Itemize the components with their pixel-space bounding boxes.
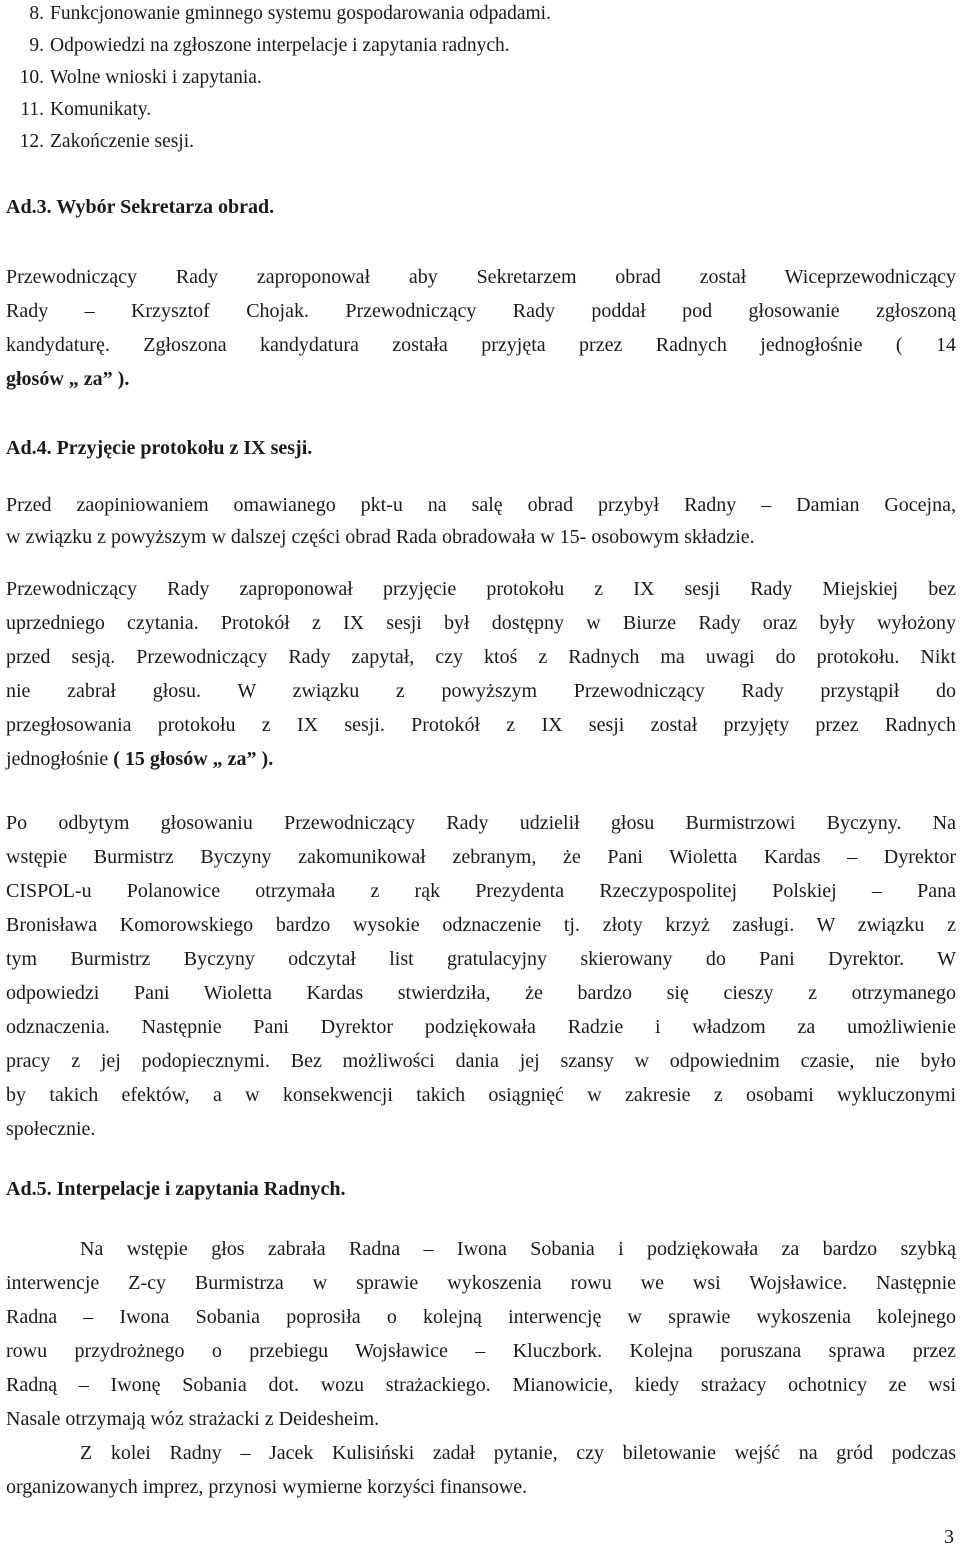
agenda-item: 11. Komunikaty. (20, 99, 152, 120)
paragraph-line: jednogłośnie ( 15 głosów „ za” ). (6, 748, 274, 770)
paragraph-line: przegłosowania protokołu z IX sesji. Protokół z IX sesji został przyjęty przez Radnych (6, 714, 956, 736)
section-heading: Ad.5. Interpelacje i zapytania Radnych. (6, 1178, 346, 1200)
paragraph-line: Przewodniczący Rady zaproponował przyjęcie protokołu z IX sesji Rady Miejskiej bez (6, 578, 956, 600)
paragraph-line: głosów „ za” ). (6, 368, 130, 390)
paragraph-line: Nasale otrzymają wóz strażacki z Deidesheim. (6, 1408, 380, 1430)
paragraph-line: Radną – Iwonę Sobania dot. wozu strażackiego. Mianowicie, kiedy strażacy ochotnicy ze wsi (6, 1374, 956, 1396)
paragraph-line: Radna – Iwona Sobania poprosiła o kolejną interwencję w sprawie wykoszenia kolejnego (6, 1306, 956, 1328)
paragraph-line: społecznie. (6, 1118, 96, 1140)
paragraph-line: rowu przydrożnego o przebiegu Wojsławice – Kluczbork. Kolejna poruszana sprawa przez (6, 1340, 956, 1362)
agenda-item: 10. Wolne wnioski i zapytania. (19, 67, 262, 88)
section-heading: Ad.4. Przyjęcie protokołu z IX sesji. (6, 437, 313, 459)
paragraph-line: kandydaturę. Zgłoszona kandydatura została przyjęta przez Radnych jednogłośnie ( 14 (6, 334, 956, 356)
agenda-item: 8. Funkcjonowanie gminnego systemu gospodarowania odpadami. (29, 3, 551, 24)
paragraph-line: Po odbytym głosowaniu Przewodniczący Rady udzielił głosu Burmistrzowi Byczyny. Na (6, 812, 956, 834)
paragraph-line: uprzedniego czytania. Protokół z IX sesji był dostępny w Biurze Rady oraz były wyłożony (6, 612, 956, 634)
page-number: 3 (944, 1526, 954, 1548)
paragraph-line: Z kolei Radny – Jacek Kulisiński zadał pytanie, czy biletowanie wejść na gród podczas (80, 1442, 956, 1464)
paragraph-line: w związku z powyższym w dalszej części obrad Rada obradowała w 15- osobowym składzie. (6, 526, 755, 548)
paragraph-line: odpowiedzi Pani Wioletta Kardas stwierdziła, że bardzo się cieszy z otrzymanego (6, 982, 956, 1004)
paragraph-line: CISPOL-u Polanowice otrzymała z rąk Prezydenta Rzeczypospolitej Polskiej – Pana (6, 880, 956, 902)
paragraph-line: Przewodniczący Rady zaproponował aby Sekretarzem obrad został Wiceprzewodniczący (6, 266, 956, 288)
paragraph-line: przed sesją. Przewodniczący Rady zapytał, czy ktoś z Radnych ma uwagi do protokołu. Nikt (6, 646, 956, 668)
paragraph-line: Przed zaopiniowaniem omawianego pkt-u na salę obrad przybył Radny – Damian Gocejna, (6, 494, 956, 516)
paragraph-line: Na wstępie głos zabrała Radna – Iwona Sobania i podziękowała za bardzo szybką (80, 1238, 956, 1260)
agenda-item: 9. Odpowiedzi na zgłoszone interpelacje i zapytania radnych. (29, 35, 510, 56)
paragraph-line: Bronisława Komorowskiego bardzo wysokie odznaczenie tj. złoty krzyż zasługi. W związku z (6, 914, 956, 936)
paragraph-line: wstępie Burmistrz Byczyny zakomunikował zebranym, że Pani Wioletta Kardas – Dyrektor (6, 846, 956, 868)
section-heading: Ad.3. Wybór Sekretarza obrad. (6, 196, 275, 218)
paragraph-line: organizowanych imprez, przynosi wymierne korzyści finansowe. (6, 1476, 528, 1498)
paragraph-line: tym Burmistrz Byczyny odczytał list gratulacyjny skierowany do Pani Dyrektor. W (6, 948, 956, 970)
paragraph-line: pracy z jej podopiecznymi. Bez możliwości dania jej szansy w odpowiednim czasie, nie było (6, 1050, 956, 1072)
paragraph-line: Rady – Krzysztof Chojak. Przewodniczący Rady poddał pod głosowanie zgłoszoną (6, 300, 956, 322)
paragraph-line: by takich efektów, a w konsekwencji takich osiągnięć w zakresie z osobami wykluczonymi (6, 1084, 956, 1106)
paragraph-line: odznaczenia. Następnie Pani Dyrektor podziękowała Radzie i władzom za umożliwienie (6, 1016, 956, 1038)
paragraph-line: nie zabrał głosu. W związku z powyższym Przewodniczący Rady przystąpił do (6, 680, 956, 702)
paragraph-line: interwencje Z-cy Burmistrza w sprawie wykoszenia rowu we wsi Wojsławice. Następnie (6, 1272, 956, 1294)
agenda-item: 12. Zakończenie sesji. (19, 131, 195, 152)
